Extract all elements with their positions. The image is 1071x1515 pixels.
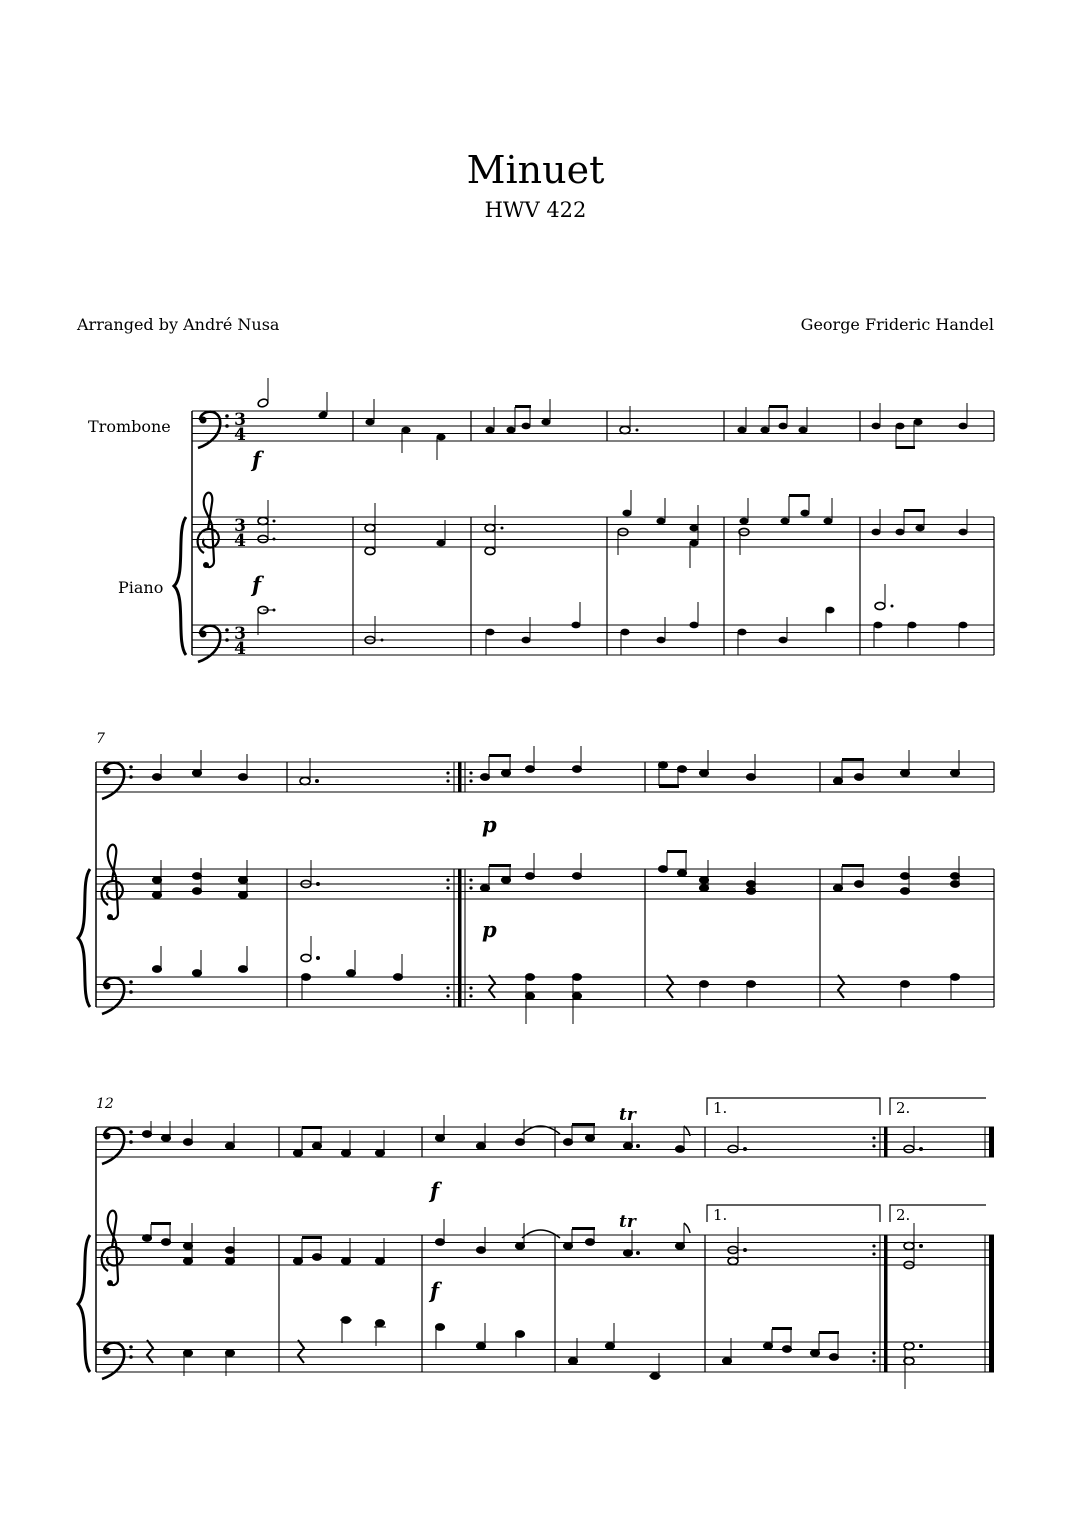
piano-brace bbox=[78, 1235, 90, 1372]
score-subtitle: HWV 422 bbox=[484, 198, 587, 222]
piano-label: Piano bbox=[118, 578, 164, 597]
time-sig-bottom: 4 bbox=[234, 425, 246, 445]
piano-brace bbox=[174, 517, 186, 655]
treble-clef-icon bbox=[102, 1211, 123, 1286]
measure-number: 12 bbox=[96, 1096, 114, 1112]
time-sig-top: 3 bbox=[234, 410, 246, 430]
system-3 bbox=[78, 1096, 994, 1389]
volta-second-label: 2. bbox=[896, 1206, 911, 1224]
piano-brace bbox=[78, 869, 90, 1007]
bass-clef-icon bbox=[102, 978, 133, 1014]
dynamic-forte: f bbox=[430, 1178, 440, 1203]
trombone-label: Trombone bbox=[88, 417, 171, 436]
bass-clef-icon bbox=[198, 412, 229, 448]
dynamic-piano: p bbox=[482, 917, 497, 942]
piano-treble-notes-1 bbox=[258, 490, 968, 568]
system-2 bbox=[78, 731, 994, 1024]
trill-ornament: tr bbox=[619, 1212, 636, 1232]
volta-second-label: 2. bbox=[896, 1099, 911, 1117]
system-1 bbox=[88, 378, 994, 662]
dynamic-piano: p bbox=[482, 812, 497, 837]
dynamic-forte: f bbox=[252, 447, 262, 472]
bass-clef-icon bbox=[198, 626, 229, 662]
volta-brackets bbox=[707, 1098, 986, 1222]
trill-ornament: tr bbox=[619, 1105, 636, 1125]
time-sig-bottom: 4 bbox=[234, 639, 246, 659]
time-sig-top: 3 bbox=[234, 516, 246, 536]
time-sig-bottom: 4 bbox=[234, 531, 246, 551]
treble-clef-icon bbox=[102, 845, 123, 920]
measure-number: 7 bbox=[96, 731, 105, 747]
bass-clef-icon bbox=[102, 1128, 133, 1164]
treble-clef-icon bbox=[198, 493, 219, 568]
composer-credit: George Frideric Handel bbox=[800, 315, 994, 334]
dynamic-forte: f bbox=[430, 1278, 440, 1303]
piano-bass-notes-1 bbox=[258, 584, 968, 655]
dynamic-forte: f bbox=[252, 572, 262, 597]
bass-clef-icon bbox=[102, 763, 133, 799]
score-title: Minuet bbox=[466, 148, 605, 192]
bass-clef-icon bbox=[102, 1343, 133, 1379]
time-sig-top: 3 bbox=[234, 624, 246, 644]
volta-first-label: 1. bbox=[713, 1206, 728, 1224]
arranger-credit: Arranged by André Nusa bbox=[77, 315, 280, 334]
volta-first-label: 1. bbox=[713, 1099, 728, 1117]
